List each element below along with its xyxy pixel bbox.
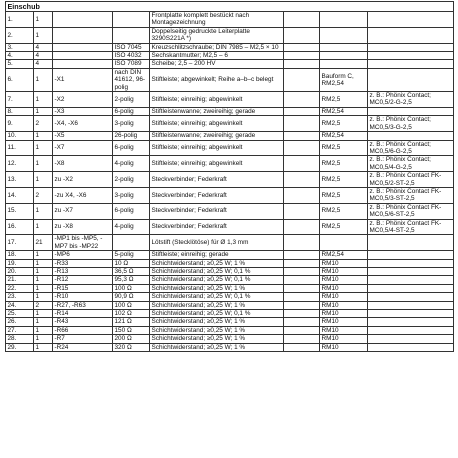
value-cell: [284, 12, 320, 28]
table-row: [6, 310, 454, 318]
quantity-cell: 1: [34, 140, 53, 156]
reference-cell: -MP1 bis -MP5, -MP7 bis -MP22: [53, 235, 113, 251]
type-cell: [320, 52, 368, 60]
reference-cell: -X4, -X6: [53, 116, 113, 132]
position-cell: 7.: [6, 92, 34, 108]
description-cell: Stiftleiste; einreihig; abgewinkelt: [150, 156, 284, 172]
section-title: Einschub: [6, 2, 454, 12]
type-cell: RM10: [320, 301, 368, 309]
value-cell: [284, 326, 320, 334]
norm-cell: 5-polig: [113, 251, 150, 259]
position-cell: 26.: [6, 318, 34, 326]
quantity-cell: 4: [34, 60, 53, 68]
value-cell: [284, 235, 320, 251]
description-cell: Schichtwiderstand; ≥0,25 W; 1 %: [150, 318, 284, 326]
quantity-cell: 2: [34, 116, 53, 132]
table-row: [6, 107, 454, 115]
value-cell: [284, 43, 320, 51]
norm-cell: 4-polig: [113, 156, 150, 172]
value-cell: [284, 301, 320, 309]
reference-cell: -R33: [53, 259, 113, 267]
note-cell: [368, 326, 454, 334]
note-cell: [368, 60, 454, 68]
position-cell: 4.: [6, 52, 34, 60]
parts-list-table: [5, 1, 454, 352]
quantity-cell: 1: [34, 219, 53, 235]
position-cell: 24.: [6, 301, 34, 309]
value-cell: [284, 284, 320, 292]
value-cell: [284, 251, 320, 259]
type-cell: RM2,5: [320, 116, 368, 132]
description-cell: Schichtwiderstand; ≥0,25 W; 0,1 %: [150, 268, 284, 276]
type-cell: RM2,5: [320, 203, 368, 219]
value-cell: [284, 140, 320, 156]
position-cell: 1.: [6, 12, 34, 28]
table-row: [6, 27, 454, 43]
reference-cell: [53, 27, 113, 43]
type-cell: RM10: [320, 259, 368, 267]
table-row: [6, 335, 454, 343]
description-cell: Schichtwiderstand; ≥0,25 W; 0,1 %: [150, 293, 284, 301]
reference-cell: [53, 60, 113, 68]
value-cell: [284, 68, 320, 91]
type-cell: RM10: [320, 318, 368, 326]
norm-cell: 36,5 Ω: [113, 268, 150, 276]
quantity-cell: 1: [34, 310, 53, 318]
quantity-cell: 1: [34, 276, 53, 284]
position-cell: 11.: [6, 140, 34, 156]
description-cell: Frontplatte komplett bestückt nach Montagezeichnung: [150, 12, 284, 28]
table-row: [6, 172, 454, 188]
reference-cell: -zu X4, -X6: [53, 187, 113, 203]
norm-cell: 121 Ω: [113, 318, 150, 326]
note-cell: z. B.: Phönix Contact FK-MC0,5/6-ST-2,5: [368, 203, 454, 219]
reference-cell: -X2: [53, 92, 113, 108]
type-cell: [320, 12, 368, 28]
position-cell: 21.: [6, 276, 34, 284]
position-cell: 12.: [6, 156, 34, 172]
note-cell: [368, 107, 454, 115]
reference-cell: [53, 12, 113, 28]
type-cell: [320, 235, 368, 251]
type-cell: RM10: [320, 326, 368, 334]
norm-cell: ISO 7045: [113, 43, 150, 51]
reference-cell: -X7: [53, 140, 113, 156]
quantity-cell: 1: [34, 107, 53, 115]
position-cell: 2.: [6, 27, 34, 43]
type-cell: RM2,54: [320, 251, 368, 259]
norm-cell: 2-polig: [113, 92, 150, 108]
position-cell: 17.: [6, 235, 34, 251]
position-cell: 29.: [6, 343, 34, 351]
description-cell: Stiftleiste; einreihig; abgewinkelt: [150, 92, 284, 108]
type-cell: RM2,5: [320, 187, 368, 203]
table-row: [6, 92, 454, 108]
note-cell: [368, 132, 454, 140]
reference-cell: -R10: [53, 293, 113, 301]
description-cell: Steckverbinder; Federkraft: [150, 172, 284, 188]
note-cell: [368, 12, 454, 28]
norm-cell: 150 Ω: [113, 326, 150, 334]
position-cell: 14.: [6, 187, 34, 203]
value-cell: [284, 343, 320, 351]
type-cell: RM10: [320, 276, 368, 284]
type-cell: RM2,5: [320, 92, 368, 108]
note-cell: [368, 43, 454, 51]
table-row: [6, 187, 454, 203]
table-row: [6, 326, 454, 334]
type-cell: RM10: [320, 335, 368, 343]
position-cell: 28.: [6, 335, 34, 343]
description-cell: Schichtwiderstand; ≥0,25 W; 0,1 %: [150, 310, 284, 318]
value-cell: [284, 219, 320, 235]
reference-cell: -R15: [53, 284, 113, 292]
table-row: [6, 259, 454, 267]
note-cell: [368, 301, 454, 309]
position-cell: 18.: [6, 251, 34, 259]
quantity-cell: 1: [34, 259, 53, 267]
value-cell: [284, 116, 320, 132]
value-cell: [284, 92, 320, 108]
reference-cell: -R24: [53, 343, 113, 351]
note-cell: z. B.: Phönix Contact; MC0,5/6-G-2,5: [368, 140, 454, 156]
note-cell: z. B.: Phönix Contact FK-MC0,5/2-ST-2,5: [368, 172, 454, 188]
value-cell: [284, 60, 320, 68]
position-cell: 20.: [6, 268, 34, 276]
note-cell: [368, 251, 454, 259]
table-row: [6, 156, 454, 172]
table-row: [6, 52, 454, 60]
table-row: [6, 132, 454, 140]
value-cell: [284, 172, 320, 188]
norm-cell: 90,9 Ω: [113, 293, 150, 301]
value-cell: [284, 52, 320, 60]
reference-cell: -X8: [53, 156, 113, 172]
position-cell: 3.: [6, 43, 34, 51]
value-cell: [284, 203, 320, 219]
table-row: [6, 301, 454, 309]
value-cell: [284, 268, 320, 276]
reference-cell: -MP6: [53, 251, 113, 259]
description-cell: Sechskantmutter; M2,5 – 6: [150, 52, 284, 60]
reference-cell: zu -X8: [53, 219, 113, 235]
quantity-cell: 1: [34, 268, 53, 276]
type-cell: RM2,5: [320, 172, 368, 188]
reference-cell: zu -X7: [53, 203, 113, 219]
type-cell: RM2,5: [320, 140, 368, 156]
reference-cell: -R14: [53, 310, 113, 318]
norm-cell: ISO 4032: [113, 52, 150, 60]
reference-cell: -R27, -R63: [53, 301, 113, 309]
position-cell: 27.: [6, 326, 34, 334]
note-cell: z. B.: Phönix Contact; MC0,5/3-G-2,5: [368, 116, 454, 132]
table-row: [6, 293, 454, 301]
note-cell: z. B.: Phönix Contact FK-MC0,5/4-ST-2,5: [368, 219, 454, 235]
norm-cell: 200 Ω: [113, 335, 150, 343]
reference-cell: -X1: [53, 68, 113, 91]
table-row: [6, 219, 454, 235]
quantity-cell: 21: [34, 235, 53, 251]
table-row: [6, 203, 454, 219]
type-cell: RM2,5: [320, 156, 368, 172]
position-cell: 10.: [6, 132, 34, 140]
reference-cell: [53, 43, 113, 51]
type-cell: RM2,5: [320, 219, 368, 235]
description-cell: Stiftleiste; einreihig; abgewinkelt: [150, 140, 284, 156]
description-cell: Stiftleiste; einreihig; gerade: [150, 251, 284, 259]
value-cell: [284, 156, 320, 172]
note-cell: [368, 293, 454, 301]
value-cell: [284, 276, 320, 284]
quantity-cell: 1: [34, 12, 53, 28]
norm-cell: 6-polig: [113, 140, 150, 156]
position-cell: 13.: [6, 172, 34, 188]
description-cell: Schichtwiderstand; ≥0,25 W; 1 %: [150, 335, 284, 343]
description-cell: Schichtwiderstand; ≥0,25 W; 1 %: [150, 259, 284, 267]
type-cell: Bauform C, RM2,54: [320, 68, 368, 91]
norm-cell: 320 Ω: [113, 343, 150, 351]
quantity-cell: 1: [34, 27, 53, 43]
description-cell: Stiftleiste; einreihig; abgewinkelt: [150, 116, 284, 132]
position-cell: 22.: [6, 284, 34, 292]
note-cell: [368, 318, 454, 326]
norm-cell: nach DIN 41612, 96-polig: [113, 68, 150, 91]
reference-cell: -X5: [53, 132, 113, 140]
quantity-cell: 1: [34, 318, 53, 326]
table-row: [6, 140, 454, 156]
table-row: [6, 116, 454, 132]
value-cell: [284, 132, 320, 140]
type-cell: RM10: [320, 268, 368, 276]
quantity-cell: 1: [34, 92, 53, 108]
quantity-cell: 1: [34, 132, 53, 140]
table-row: [6, 12, 454, 28]
parts-list-body: [6, 12, 454, 352]
position-cell: 9.: [6, 116, 34, 132]
description-cell: Schichtwiderstand; ≥0,25 W; 1 %: [150, 301, 284, 309]
description-cell: Schichtwiderstand; ≥0,25 W; 1 %: [150, 326, 284, 334]
norm-cell: 6-polig: [113, 107, 150, 115]
norm-cell: 4-polig: [113, 219, 150, 235]
norm-cell: 26-polig: [113, 132, 150, 140]
norm-cell: [113, 235, 150, 251]
quantity-cell: 1: [34, 251, 53, 259]
quantity-cell: 1: [34, 203, 53, 219]
description-cell: Kreuzschlitzschraube; DIN 7985 – M2,5 × 10: [150, 43, 284, 51]
description-cell: Stiftleistenwanne; zweireihig; gerade: [150, 132, 284, 140]
quantity-cell: 1: [34, 335, 53, 343]
note-cell: [368, 343, 454, 351]
value-cell: [284, 27, 320, 43]
norm-cell: [113, 27, 150, 43]
quantity-cell: 4: [34, 52, 53, 60]
type-cell: [320, 27, 368, 43]
description-cell: Schichtwiderstand; ≥0,25 W; 1 %: [150, 343, 284, 351]
quantity-cell: 2: [34, 187, 53, 203]
note-cell: [368, 52, 454, 60]
value-cell: [284, 107, 320, 115]
norm-cell: 10 Ω: [113, 259, 150, 267]
table-row: [6, 276, 454, 284]
reference-cell: zu -X2: [53, 172, 113, 188]
table-row: [6, 235, 454, 251]
note-cell: [368, 27, 454, 43]
table-row: [6, 343, 454, 351]
description-cell: Lötstift (Stecklötöse) für Ø 1,3 mm: [150, 235, 284, 251]
note-cell: [368, 335, 454, 343]
value-cell: [284, 318, 320, 326]
norm-cell: 95,3 Ω: [113, 276, 150, 284]
note-cell: [368, 310, 454, 318]
position-cell: 6.: [6, 68, 34, 91]
value-cell: [284, 293, 320, 301]
value-cell: [284, 310, 320, 318]
description-cell: Schichtwiderstand; ≥0,25 W; 0,1 %: [150, 276, 284, 284]
quantity-cell: 1: [34, 284, 53, 292]
position-cell: 23.: [6, 293, 34, 301]
reference-cell: -R7: [53, 335, 113, 343]
position-cell: 16.: [6, 219, 34, 235]
type-cell: RM10: [320, 284, 368, 292]
description-cell: Doppelseitig gedruckte Leiterplatte 3290S221A *): [150, 27, 284, 43]
reference-cell: -R43: [53, 318, 113, 326]
value-cell: [284, 259, 320, 267]
table-row: [6, 251, 454, 259]
reference-cell: -R12: [53, 276, 113, 284]
section-header-row: [6, 2, 454, 12]
reference-cell: -R66: [53, 326, 113, 334]
quantity-cell: 1: [34, 156, 53, 172]
norm-cell: 6-polig: [113, 203, 150, 219]
quantity-cell: 1: [34, 343, 53, 351]
norm-cell: 100 Ω: [113, 284, 150, 292]
note-cell: [368, 68, 454, 91]
value-cell: [284, 335, 320, 343]
note-cell: z. B.: Phönix Contact FK-MC0,5/3-ST-2,5: [368, 187, 454, 203]
value-cell: [284, 187, 320, 203]
type-cell: RM10: [320, 310, 368, 318]
position-cell: 25.: [6, 310, 34, 318]
norm-cell: [113, 12, 150, 28]
norm-cell: 3-polig: [113, 187, 150, 203]
norm-cell: 102 Ω: [113, 310, 150, 318]
table-row: [6, 43, 454, 51]
table-row: [6, 68, 454, 91]
position-cell: 5.: [6, 60, 34, 68]
norm-cell: 100 Ω: [113, 301, 150, 309]
table-row: [6, 284, 454, 292]
position-cell: 15.: [6, 203, 34, 219]
note-cell: [368, 268, 454, 276]
quantity-cell: 1: [34, 68, 53, 91]
description-cell: Schichtwiderstand; ≥0,25 W; 1 %: [150, 284, 284, 292]
quantity-cell: 1: [34, 326, 53, 334]
type-cell: RM2,54: [320, 107, 368, 115]
norm-cell: ISO 7089: [113, 60, 150, 68]
position-cell: 8.: [6, 107, 34, 115]
reference-cell: -R13: [53, 268, 113, 276]
quantity-cell: 1: [34, 293, 53, 301]
note-cell: [368, 259, 454, 267]
type-cell: [320, 60, 368, 68]
type-cell: RM10: [320, 343, 368, 351]
table-row: [6, 60, 454, 68]
note-cell: [368, 276, 454, 284]
reference-cell: -X3: [53, 107, 113, 115]
position-cell: 19.: [6, 259, 34, 267]
type-cell: RM2,54: [320, 132, 368, 140]
note-cell: [368, 235, 454, 251]
norm-cell: 2-polig: [113, 172, 150, 188]
table-row: [6, 268, 454, 276]
note-cell: [368, 284, 454, 292]
description-cell: Stiftleistenwanne; zweireihig; gerade: [150, 107, 284, 115]
type-cell: [320, 43, 368, 51]
description-cell: Steckverbinder; Federkraft: [150, 203, 284, 219]
description-cell: Steckverbinder; Federkraft: [150, 219, 284, 235]
table-row: [6, 318, 454, 326]
note-cell: z. B.: Phönix Contact; MC0,5/4-G-2,5: [368, 156, 454, 172]
reference-cell: [53, 52, 113, 60]
norm-cell: 3-polig: [113, 116, 150, 132]
quantity-cell: 2: [34, 301, 53, 309]
parts-list-page: [5, 1, 453, 352]
quantity-cell: 1: [34, 172, 53, 188]
type-cell: RM10: [320, 293, 368, 301]
note-cell: z. B.: Phönix Contact; MC0,5/2-G-2,5: [368, 92, 454, 108]
description-cell: Stiftleiste; abgewinkelt; Reihe a–b–c belegt: [150, 68, 284, 91]
description-cell: Scheibe; 2,5 – 200 HV: [150, 60, 284, 68]
description-cell: Steckverbinder; Federkraft: [150, 187, 284, 203]
quantity-cell: 4: [34, 43, 53, 51]
